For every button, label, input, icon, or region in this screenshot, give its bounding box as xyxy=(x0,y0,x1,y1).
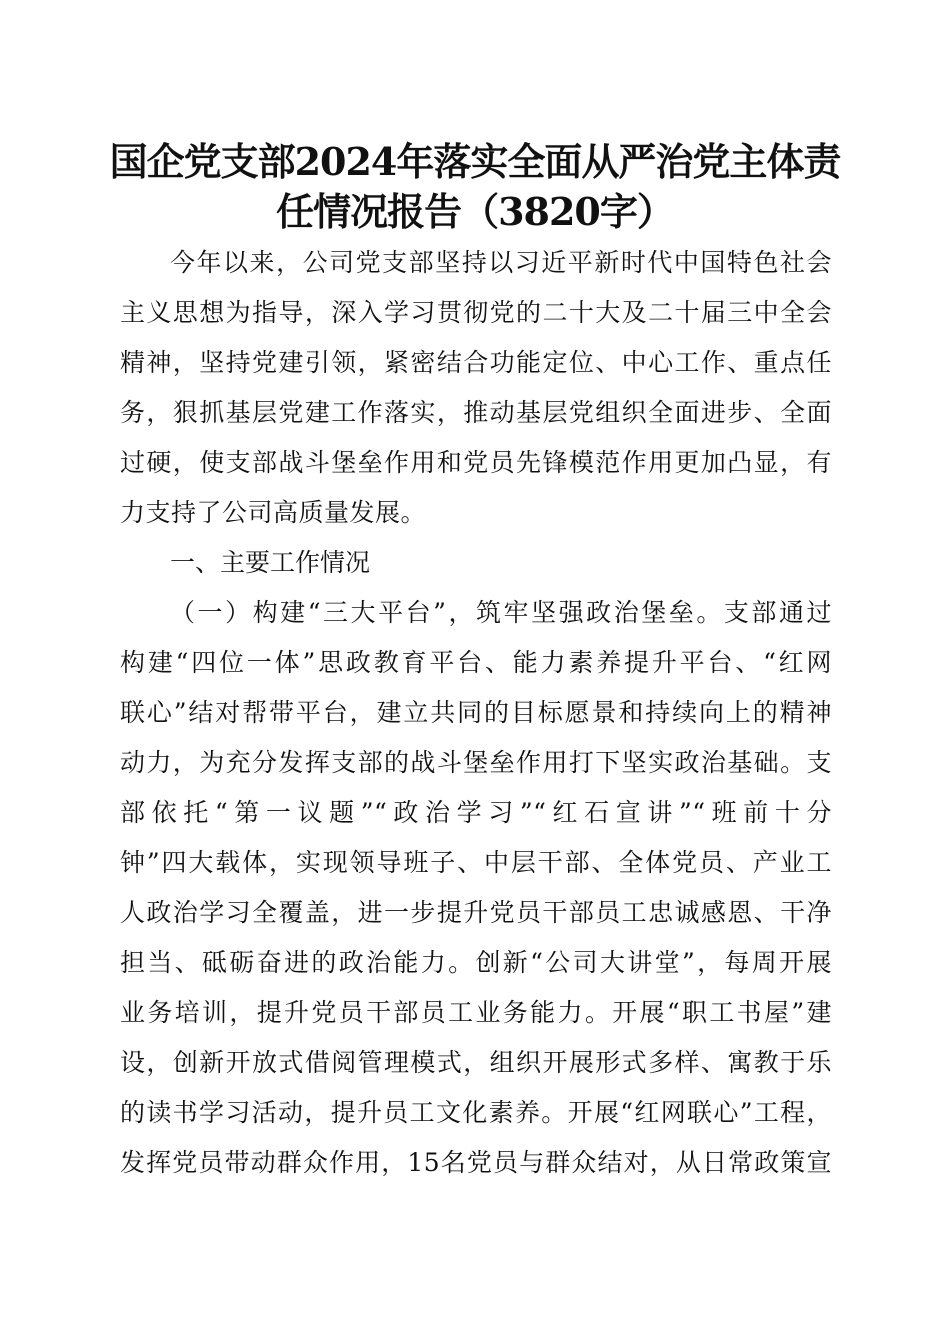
section1-line: 发挥党员带动群众作用，15名党员与群众结对，从日常政策宣 xyxy=(120,1148,832,1177)
section1-line: 钟”四大载体，实现领导班子、中层干部、全体党员、产业工 xyxy=(120,848,832,877)
intro-line: 今年以来，公司党支部坚持以习近平新时代中国特色社会 xyxy=(170,248,832,277)
section1-line: 动力，为充分发挥支部的战斗堡垒作用打下坚实政治基础。支 xyxy=(120,748,832,777)
section1-line: 人政治学习全覆盖，进一步提升党员干部员工忠诚感恩、干净 xyxy=(120,898,832,927)
section1-line: 担当、砥砺奋进的政治能力。创新“公司大讲堂”，每周开展 xyxy=(120,948,832,977)
section1-line: 的读书学习活动，提升员工文化素养。开展“红网联心”工程， xyxy=(120,1098,832,1127)
document-title-line-1: 国企党支部2024年落实全面从严治党主体责 xyxy=(109,139,841,184)
document-title-line-2: 任情况报告（3820字） xyxy=(276,189,674,234)
section1-line: 部依托“第一议题”“政治学习”“红石宣讲”“班前十分 xyxy=(120,798,832,827)
section1-line: 构建“四位一体”思政教育平台、能力素养提升平台、“红网 xyxy=(120,648,832,677)
section-heading: 一、主要工作情况 xyxy=(170,548,371,577)
intro-line: 主义思想为指导，深入学习贯彻党的二十大及二十届三中全会 xyxy=(120,298,832,327)
section1-line: 联心”结对帮带平台，建立共同的目标愿景和持续向上的精神 xyxy=(120,698,832,727)
section1-line: 设，创新开放式借阅管理模式，组织开展形式多样、寓教于乐 xyxy=(120,1048,832,1077)
intro-line: 务，狠抓基层党建工作落实，推动基层党组织全面进步、全面 xyxy=(120,398,832,427)
intro-line: 精神，坚持党建引领，紧密结合功能定位、中心工作、重点任 xyxy=(120,348,832,377)
intro-line: 力支持了公司高质量发展。 xyxy=(120,498,427,527)
section1-line: （一）构建“三大平台”，筑牢坚强政治堡垒。支部通过 xyxy=(170,598,832,627)
section1-line: 业务培训，提升党员干部员工业务能力。开展“职工书屋”建 xyxy=(120,998,832,1027)
intro-line: 过硬，使支部战斗堡垒作用和党员先锋模范作用更加凸显，有 xyxy=(120,448,832,477)
